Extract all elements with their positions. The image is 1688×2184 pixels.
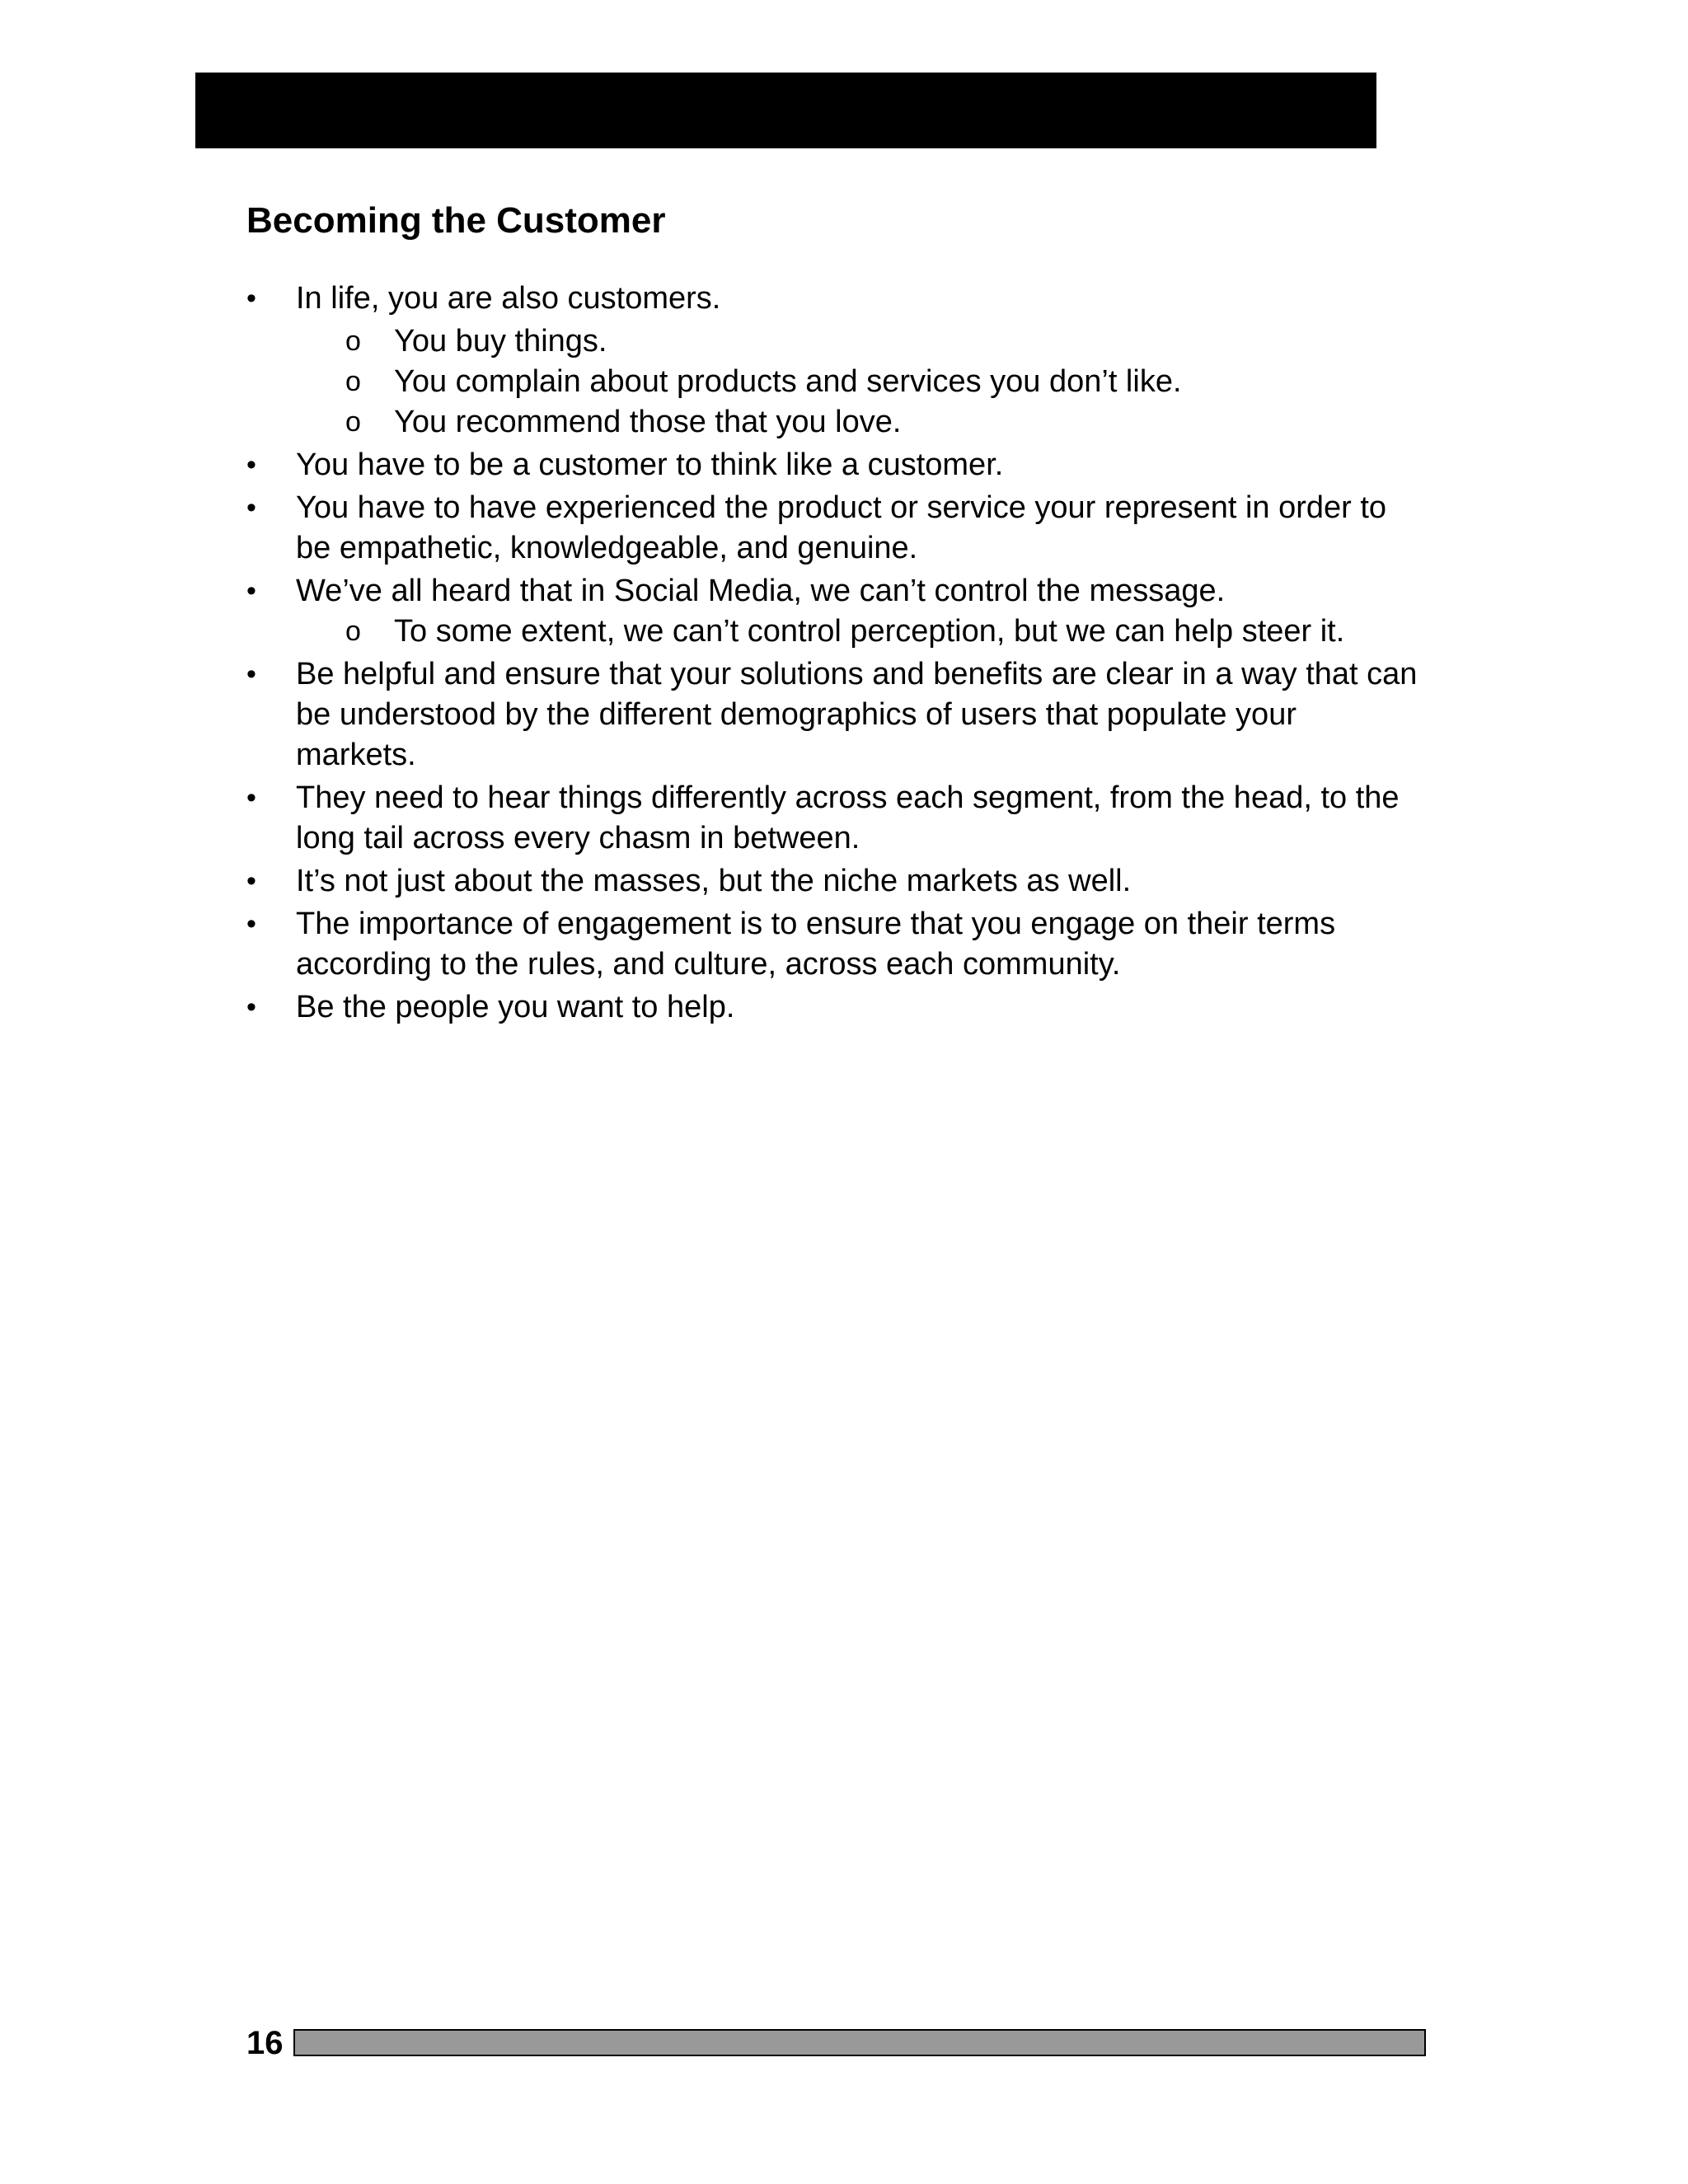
bullet-icon: • [246,908,256,940]
bullet-icon: • [246,865,256,897]
list-item-text: It’s not just about the masses, but the niche markets as well. [296,864,1132,898]
page-number: 16 [246,2025,284,2061]
header-bar [195,73,1376,148]
list-item-text: Be helpful and ensure that your solutions and benefits are clear in a way that can be understood by the different demographics of users that populate your markets. [296,657,1418,772]
bullet-icon: • [246,449,256,480]
footer-bar [293,2029,1426,2056]
sub-list-item-text: You recommend those that you love. [394,405,902,439]
page-title: Becoming the Customer [246,200,666,241]
bullet-icon: • [246,575,256,607]
list-item-text: We’ve all heard that in Social Media, we can’t control the message. [296,574,1226,608]
list-item-text: You have to have experienced the product or service your represent in order to be empathetic, knowledgeable, and genuine. [296,490,1387,565]
bullet-icon: • [246,283,256,314]
sub-list-item [246,362,1425,402]
sub-bullet-icon: o [345,326,361,357]
sub-list-item [246,321,1425,362]
sub-list-item [246,612,1425,652]
sub-list-item-text: You buy things. [394,324,607,359]
bullet-icon: • [246,991,256,1023]
list-item [246,445,1425,485]
list-item [246,279,1425,319]
bullet-list [246,279,1425,1030]
bullet-icon: • [246,492,256,523]
list-item-text: In life, you are also customers. [296,281,721,316]
sub-bullet-icon: o [345,366,361,397]
sub-list-item-text: To some extent, we can’t control perception, but we can help steer it. [394,614,1345,649]
list-item-text: You have to be a customer to think like a customer. [296,448,1004,482]
list-item-text: The importance of engagement is to ensure that you engage on their terms according to the rules, and culture, across each community. [296,907,1336,982]
list-item [246,904,1425,985]
list-item-text: Be the people you want to help. [296,990,735,1024]
list-item [246,488,1425,569]
bullet-icon: • [246,782,256,813]
page-footer [246,2026,1427,2059]
list-item [246,987,1425,1028]
list-item [246,778,1425,859]
list-item [246,861,1425,902]
sub-bullet-icon: o [345,406,361,438]
sub-list-item-text: You complain about products and services you don’t like. [394,364,1182,399]
list-item-text: They need to hear things differently across each segment, from the head, to the long tail across every chasm in between. [296,780,1400,855]
sub-list-item [246,402,1425,443]
bullet-icon: • [246,658,256,690]
sub-bullet-icon: o [345,616,361,647]
list-item [246,654,1425,776]
list-item [246,571,1425,612]
